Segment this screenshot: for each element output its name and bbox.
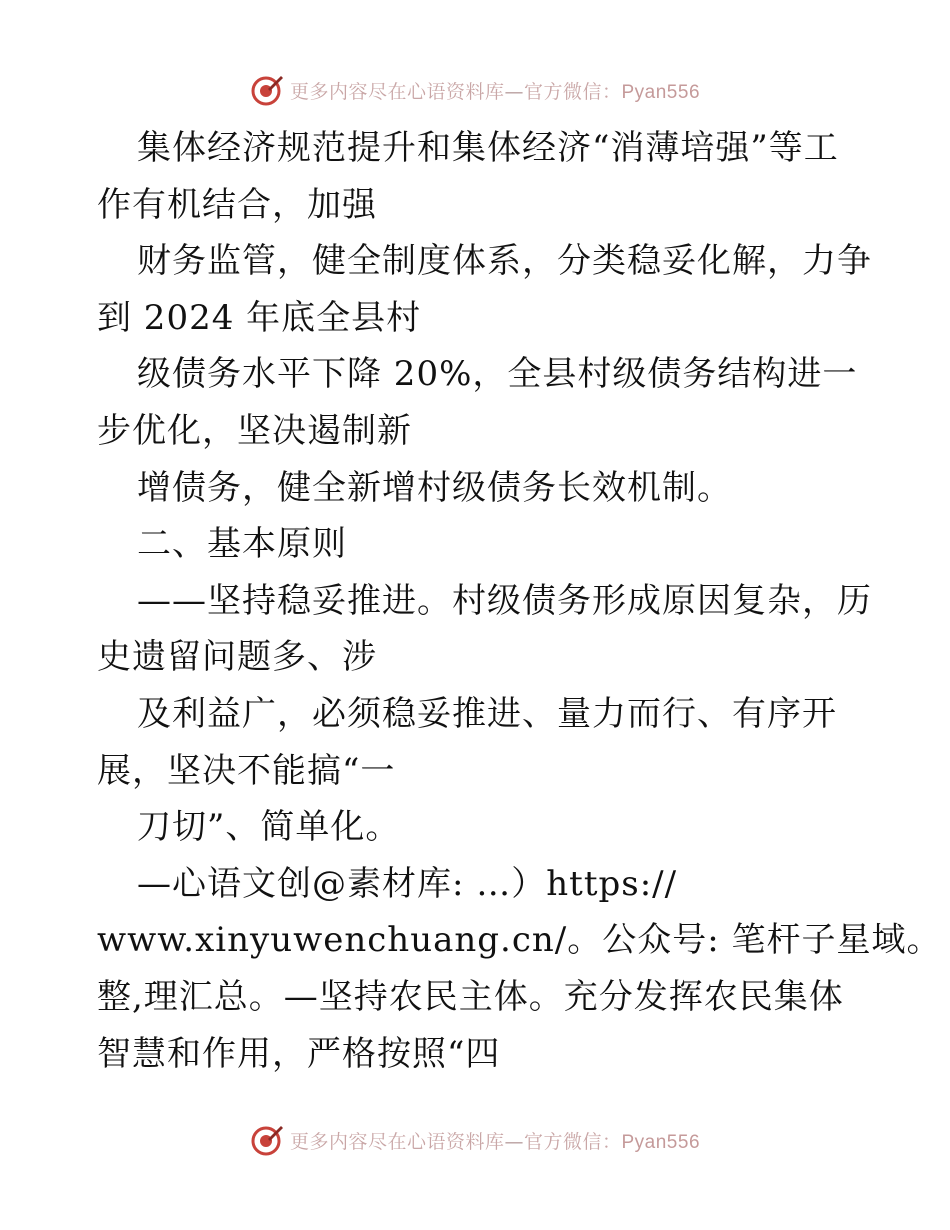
pen-logo-icon bbox=[250, 73, 284, 107]
banner-separator: — bbox=[504, 80, 524, 103]
text-line: 集体经济规范提升和集体经济“消薄培强”等工 bbox=[137, 128, 839, 168]
text-line: 展，坚决不能搞“一 bbox=[97, 750, 396, 791]
text-line: 步优化，坚决遏制新 bbox=[97, 410, 412, 451]
text-line: 到 2024 年底全县村 bbox=[97, 297, 422, 338]
pen-logo-icon bbox=[250, 1123, 284, 1157]
text-line: 级债务水平下降 20%，全县村级债务结构进一 bbox=[137, 354, 858, 395]
text-line: 智慧和作用，严格按照“四 bbox=[97, 1033, 501, 1074]
text-line: www.xinyuwenchuang.cn/。公众号: 笔杆子星域。 bbox=[97, 920, 942, 961]
text-line: 史遗留问题多、涉 bbox=[97, 637, 377, 678]
section-heading: 二、基本原则 bbox=[137, 524, 347, 565]
text-line: —心语文创@素材库: …）https:// bbox=[137, 863, 678, 904]
banner-text bbox=[290, 77, 700, 104]
text-line: 整,理汇总。—坚持农民主体。充分发挥农民集体 bbox=[97, 976, 844, 1017]
footer-banner bbox=[0, 1120, 950, 1160]
banner-separator: — bbox=[504, 1130, 524, 1153]
text-line: 及利益广，必须稳妥推进、量力而行、有序开 bbox=[137, 693, 837, 734]
text-line: 增债务，健全新增村级债务长效机制。 bbox=[137, 467, 732, 508]
document-body bbox=[97, 120, 942, 1082]
text-line: 刀切”、简单化。 bbox=[137, 807, 401, 848]
banner-text bbox=[290, 1127, 700, 1154]
header-banner bbox=[0, 70, 950, 110]
banner-main: 更多内容尽在心语资料库 bbox=[289, 1130, 505, 1153]
banner-label: 官方微信： bbox=[523, 80, 622, 103]
text-line: 作有机结合，加强 bbox=[97, 184, 377, 225]
banner-main: 更多内容尽在心语资料库 bbox=[289, 80, 505, 103]
banner-wechat-id: Pyan556 bbox=[621, 81, 701, 103]
banner-label: 官方微信： bbox=[523, 1130, 622, 1153]
banner-wechat-id: Pyan556 bbox=[621, 1131, 701, 1153]
text-line: 财务监管，健全制度体系，分类稳妥化解，力争 bbox=[137, 241, 872, 282]
text-line: ——坚持稳妥推进。村级债务形成原因复杂，历 bbox=[137, 580, 872, 621]
